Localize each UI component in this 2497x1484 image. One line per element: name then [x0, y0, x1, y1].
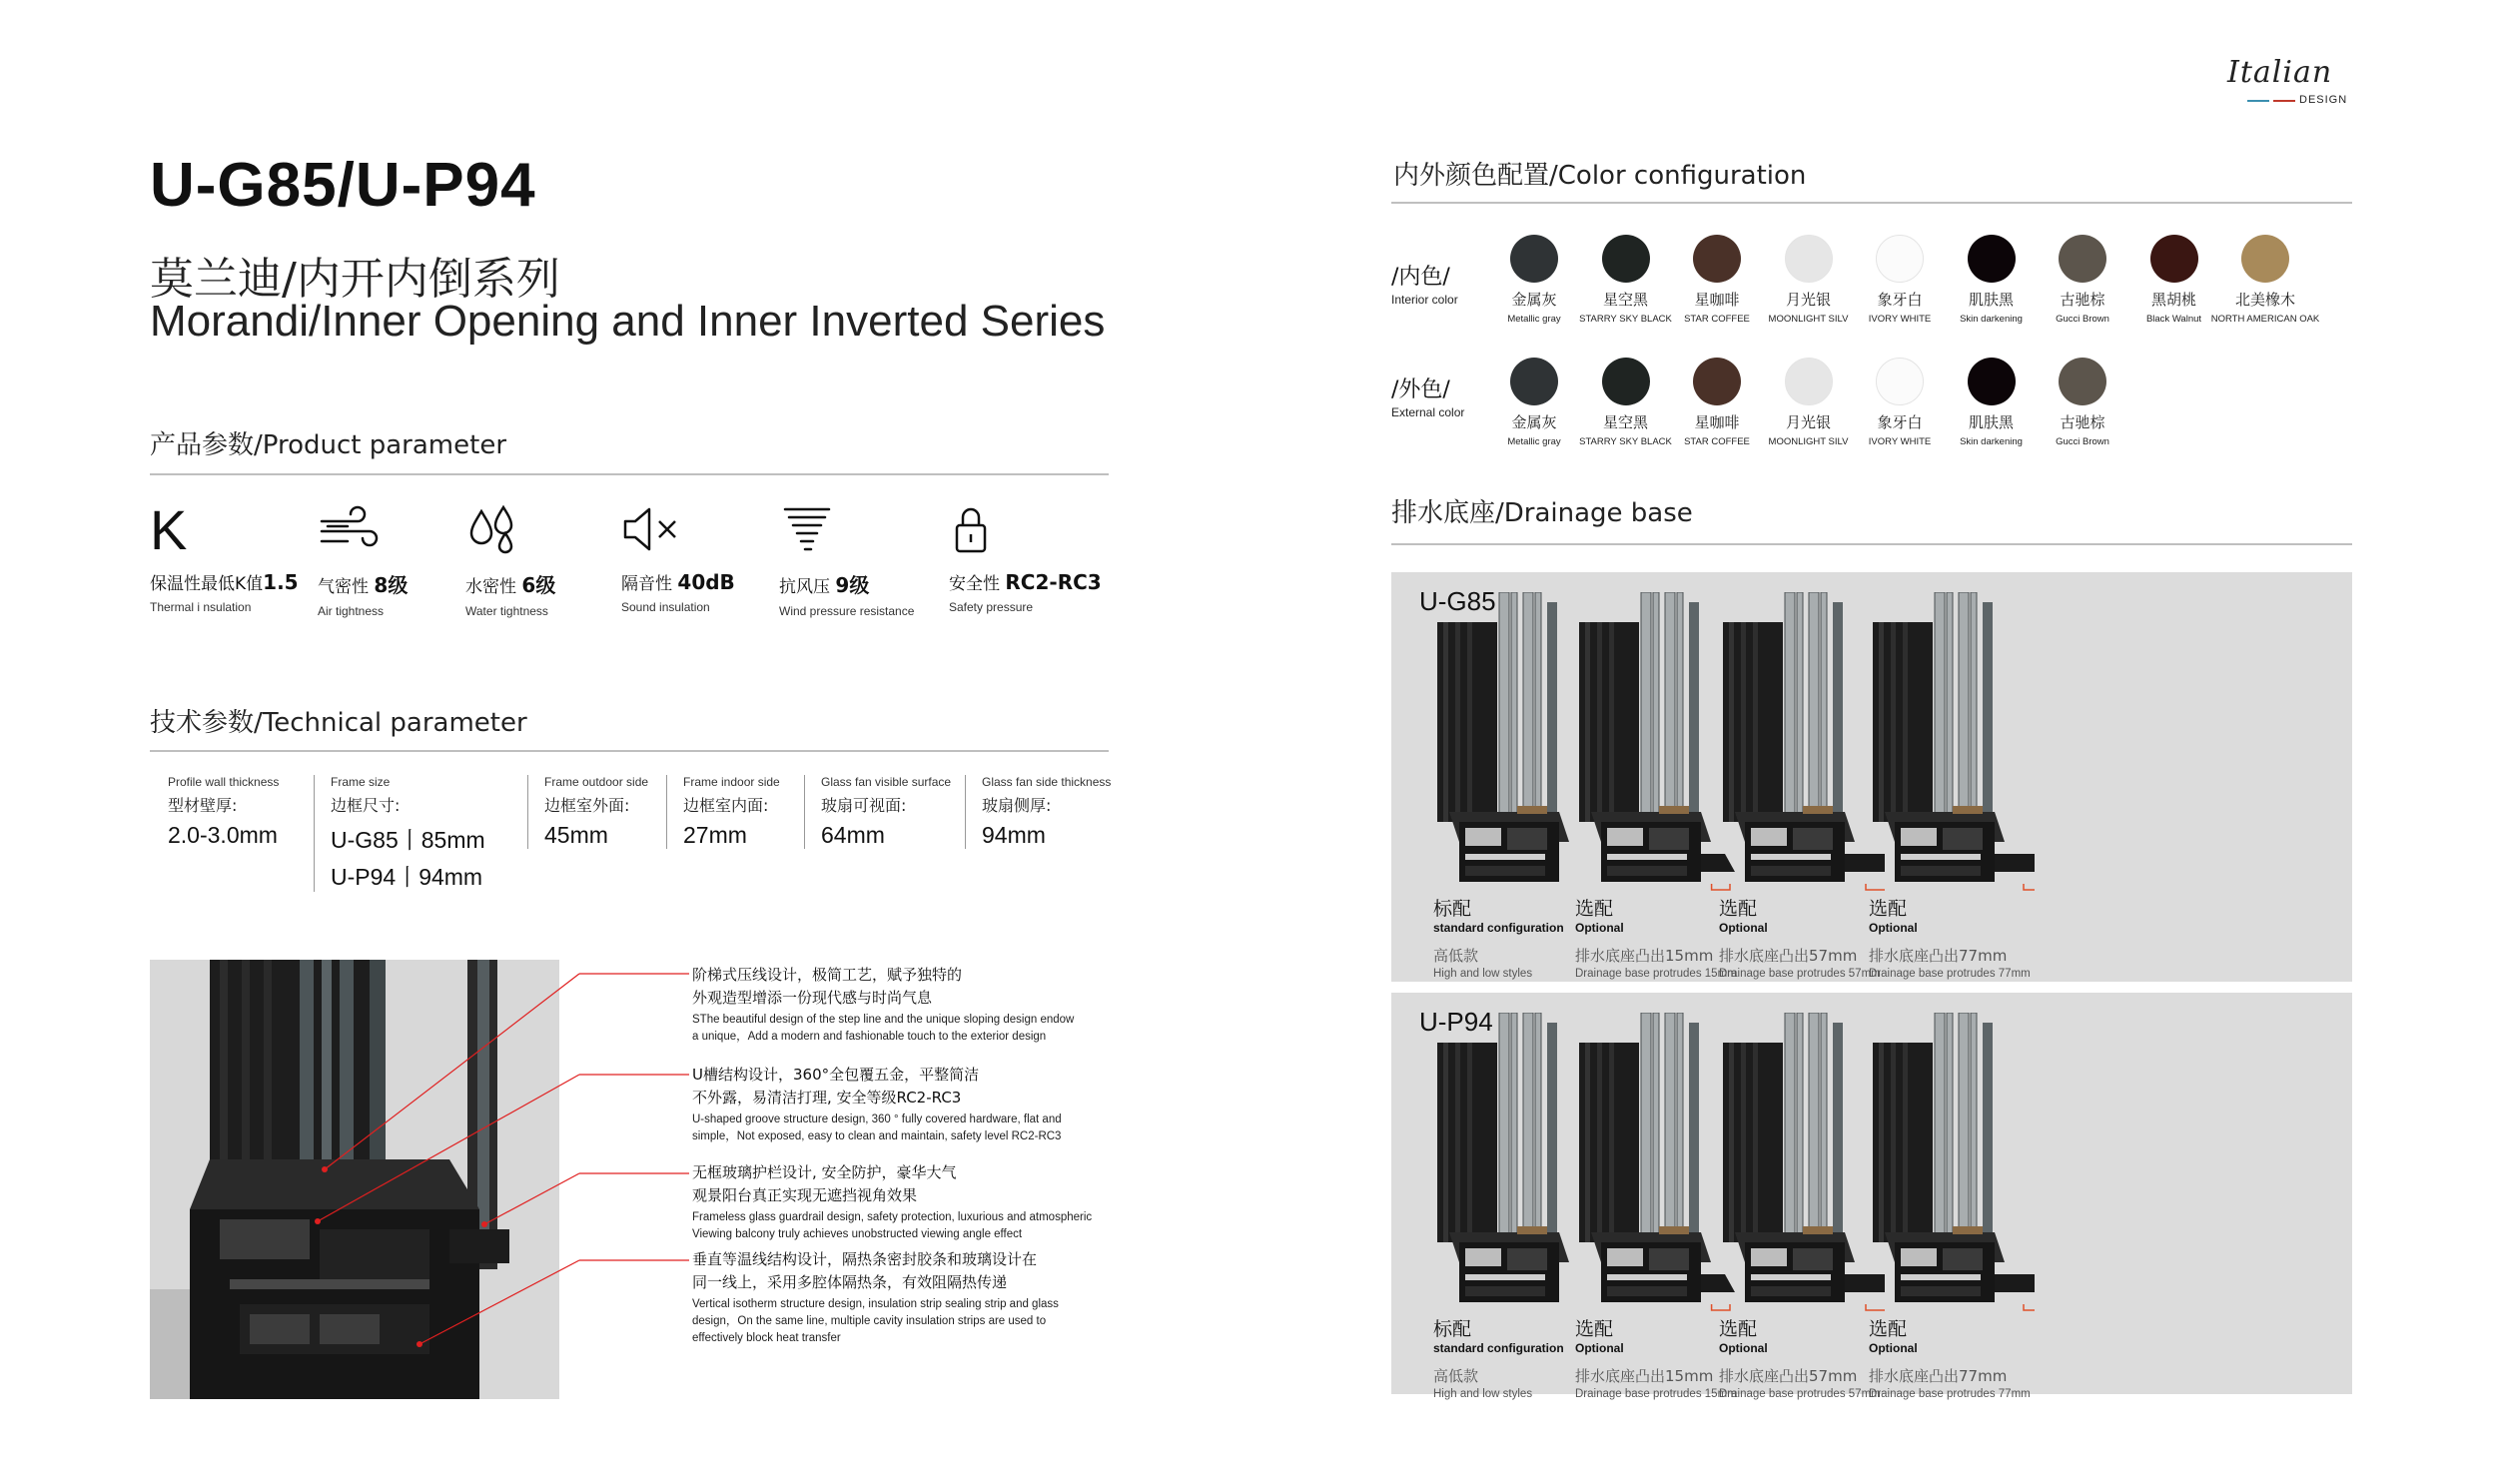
drainage-option-desc-en: Drainage base protrudes 77mm	[1869, 968, 2031, 980]
color-swatch-name-en: IVORY WHITE	[1868, 436, 1932, 447]
tech-param-value: 64mm	[821, 822, 885, 848]
tech-param-label-cn: 边框室内面:	[683, 796, 769, 815]
color-swatch-name-en: NORTH AMERICAN OAK	[2210, 314, 2320, 325]
color-swatch-name-en: STARRY SKY BLACK	[1579, 436, 1672, 447]
drainage-option-type: 选配	[1575, 898, 1614, 920]
param-label: 隔音性	[621, 574, 672, 594]
lock-icon	[949, 499, 1009, 559]
drainage-option-desc: 高低款	[1433, 1367, 1479, 1385]
annotation-text-en: simple，Not exposed, easy to clean and maintain, safety level RC2-RC3	[692, 1130, 1062, 1142]
annotation-glass-guardrail	[692, 1161, 1122, 1243]
annotation-text-cn: 外观造型增添一份现代感与时尚气息	[692, 989, 933, 1007]
annotation-text-en: Vertical isotherm structure design, insulation strip sealing strip and glass	[692, 1298, 1059, 1310]
annotation-text-cn: U槽结构设计，360°全包覆五金，平整简洁	[692, 1066, 980, 1084]
color-swatch-name-cn: 古驰棕	[2060, 291, 2105, 309]
param-value: RC2-RC3	[1005, 570, 1102, 594]
color-configuration-heading: 内外颜色配置/Color configuration	[1393, 161, 1807, 191]
color-swatch-name-en: Gucci Brown	[2056, 436, 2109, 447]
color-swatch-circle	[2241, 235, 2289, 283]
drainage-option-type-en: Optional	[1719, 921, 1768, 935]
logo-design-text: DESIGN	[2299, 94, 2348, 106]
color-swatch-name-en: IVORY WHITE	[1868, 314, 1932, 325]
color-swatch-name-en: Metallic gray	[1507, 436, 1561, 447]
color-swatch-circle	[1785, 358, 1833, 405]
drainage-option-desc-en: High and low styles	[1433, 968, 1533, 980]
color-swatch-name-en: Skin darkening	[1960, 436, 2023, 447]
series-title-cn: 莫兰迪/内开内倒系列	[150, 254, 560, 305]
color-swatch-name-cn: 象牙白	[1877, 291, 1923, 309]
tech-param-value: 2.0-3.0mm	[168, 822, 278, 848]
tech-param-label-en: Frame outdoor side	[544, 775, 649, 789]
color-swatch-circle	[1876, 235, 1924, 283]
param-value: 40dB	[677, 570, 735, 594]
color-swatch-name-cn: 肌肤黑	[1968, 291, 2014, 309]
annotation-text-en: effectively block heat transfer	[692, 1332, 841, 1344]
color-swatch-name-cn: 古驰棕	[2060, 413, 2105, 431]
drainage-option-type-en: standard configuration	[1433, 1341, 1564, 1355]
color-swatch-name-en: Black Walnut	[2145, 314, 2202, 325]
tech-param-label-en: Frame indoor side	[683, 775, 780, 789]
drainage-option-desc-en: Drainage base protrudes 77mm	[1869, 1388, 2031, 1400]
param-value: 8级	[374, 573, 409, 597]
water-drops-icon	[465, 499, 525, 559]
tech-param-label-en: Glass fan side thickness	[982, 775, 1112, 789]
color-swatch-item	[2028, 358, 2137, 447]
drainage-panel-up94	[1391, 993, 2352, 1400]
drainage-profile-illustration	[1865, 1013, 2035, 1312]
drainage-option-type: 选配	[1869, 898, 1908, 920]
color-swatch-circle	[1785, 235, 1833, 283]
color-swatch-name-cn: 黑胡桃	[2150, 291, 2196, 309]
param-label: 水密性	[465, 577, 516, 597]
drainage-option-desc: 高低款	[1433, 947, 1479, 965]
exterior-color-label-en: External color	[1391, 405, 1465, 419]
param-safety	[949, 499, 1109, 614]
tech-param-label-cn: 玻扇可视面:	[821, 796, 907, 815]
color-swatch-name-en: Gucci Brown	[2056, 314, 2109, 325]
color-swatch-circle	[2059, 235, 2106, 283]
section-divider	[150, 750, 1109, 752]
color-swatch-name-cn: 象牙白	[1877, 413, 1923, 431]
logo-accent-blue	[2247, 100, 2269, 102]
panel-model-label: U-G85	[1419, 586, 1496, 616]
mute-speaker-icon	[621, 499, 681, 559]
param-label-en: Sound insulation	[621, 600, 710, 614]
drainage-profile-illustration	[1715, 592, 1885, 892]
section-divider	[1391, 202, 2352, 204]
drainage-option-desc: 排水底座凸出15mm	[1575, 947, 1714, 965]
color-swatch-item	[2210, 235, 2320, 325]
tech-param-wall-thickness	[152, 775, 279, 849]
drainage-option-type: 选配	[1869, 1318, 1908, 1340]
drainage-option-type: 选配	[1575, 1318, 1614, 1340]
drainage-option-desc: 排水底座凸出77mm	[1869, 1367, 2008, 1385]
tech-param-frame-indoor	[666, 775, 780, 849]
drainage-option-type-en: Optional	[1869, 921, 1918, 935]
param-wind-pressure	[779, 499, 939, 618]
logo-accent-red	[2273, 100, 2295, 102]
product-parameter-heading: 产品参数/Product parameter	[150, 430, 507, 460]
tech-param-label-cn: 边框尺寸:	[331, 796, 401, 815]
annotation-text-en: Viewing balcony truly achieves unobstructed viewing angle effect	[692, 1228, 1023, 1240]
drainage-option-desc-en: Drainage base protrudes 57mm	[1719, 968, 1881, 980]
drainage-option-desc-en: High and low styles	[1433, 1388, 1533, 1400]
param-label: 抗风压	[779, 577, 830, 597]
color-swatch-name-cn: 月光银	[1785, 413, 1831, 431]
param-sound	[621, 499, 781, 614]
color-swatch-name-cn: 星空黑	[1602, 291, 1648, 309]
annotation-text-cn: 无框玻璃护栏设计, 安全防护，豪华大气	[692, 1163, 957, 1181]
annotation-text-en: design，On the same line, multiple cavity insulation strips are used to	[692, 1315, 1047, 1327]
tornado-icon	[779, 499, 839, 559]
tech-param-value: 45mm	[544, 822, 608, 848]
annotation-text-en: a unique，Add a modern and fashionable touch to the exterior design	[692, 1031, 1047, 1043]
tech-param-glass-thickness	[965, 775, 1111, 849]
exterior-color-label-cn: /外色/	[1391, 377, 1450, 402]
drainage-option-type-en: Optional	[1869, 1341, 1918, 1355]
drainage-option-desc: 排水底座凸出15mm	[1575, 1367, 1714, 1385]
param-label-en: Wind pressure resistance	[779, 604, 915, 618]
param-label: 保温性最低K值	[150, 574, 264, 594]
param-label-en: Safety pressure	[949, 600, 1034, 614]
color-swatch-circle	[1510, 235, 1558, 283]
annotation-text-cn: 不外露，易清洁打理, 安全等级RC2-RC3	[692, 1089, 962, 1107]
drainage-option-caption	[1869, 1314, 2098, 1400]
param-label: 气密性	[318, 577, 369, 597]
drainage-option-type: 标配	[1433, 1318, 1472, 1340]
color-swatch-name-cn: 星咖啡	[1694, 291, 1740, 309]
interior-color-label-en: Interior color	[1391, 293, 1458, 307]
param-label-en: Thermal i nsulation	[150, 600, 252, 614]
color-swatch-circle	[1602, 358, 1650, 405]
tech-param-value: 94mm	[982, 822, 1046, 848]
drainage-option-type: 选配	[1719, 1318, 1758, 1340]
color-swatch-name-en: Skin darkening	[1960, 314, 2023, 325]
color-swatch-circle	[1693, 235, 1741, 283]
param-air	[318, 499, 477, 618]
color-swatch-circle	[2059, 358, 2106, 405]
panel-model-label: U-P94	[1419, 1007, 1493, 1037]
tech-param-label-en: Frame size	[331, 775, 391, 789]
color-swatch-name-cn: 北美橡木	[2234, 291, 2295, 309]
color-swatch-name-en: STARRY SKY BLACK	[1579, 314, 1672, 325]
color-swatch-name-cn: 星空黑	[1602, 413, 1648, 431]
drainage-option-type: 标配	[1433, 898, 1472, 920]
tech-param-label-cn: 型材壁厚:	[168, 796, 238, 815]
k-icon	[150, 499, 210, 559]
tech-param-value-2: U-P94丨94mm	[331, 864, 483, 890]
drainage-profile-illustration	[1715, 1013, 1885, 1312]
drainage-option-desc: 排水底座凸出77mm	[1869, 947, 2008, 965]
section-divider	[1391, 543, 2352, 545]
annotation-text-cn: 观景阳台真正实现无遮挡视角效果	[692, 1186, 918, 1204]
drainage-option-type: 选配	[1719, 898, 1758, 920]
section-divider	[150, 473, 1109, 475]
drainage-option-desc-en: Drainage base protrudes 15mm	[1575, 1388, 1737, 1400]
drainage-option-desc: 排水底座凸出57mm	[1719, 947, 1858, 965]
color-swatch-circle	[1876, 358, 1924, 405]
color-swatch-name-cn: 金属灰	[1511, 291, 1557, 309]
color-swatch-name-cn: 肌肤黑	[1968, 413, 2014, 431]
annotation-step-line	[692, 964, 1122, 1046]
color-swatch-circle	[1602, 235, 1650, 283]
annotation-text-en: U-shaped groove structure design, 360 ° fully covered hardware, flat and	[692, 1113, 1062, 1125]
annotation-text-en: Frameless glass guardrail design, safety protection, luxurious and atmospheric	[692, 1211, 1093, 1223]
tech-param-label-cn: 玻扇侧厚:	[982, 796, 1052, 815]
drainage-panel-ug85	[1391, 572, 2352, 982]
annotation-text-cn: 同一线上，采用多腔体隔热条，有效阻隔热传递	[692, 1273, 1008, 1291]
drainage-option-type-en: Optional	[1575, 1341, 1624, 1355]
drainage-base-heading: 排水底座/Drainage base	[1391, 498, 1693, 528]
annotation-u-groove	[692, 1064, 1122, 1145]
param-water	[465, 499, 625, 618]
annotation-text-cn: 阶梯式压线设计，极简工艺，赋予独特的	[692, 966, 963, 984]
param-label-en: Air tightness	[318, 604, 385, 618]
page-title: U-G85/U-P94	[150, 151, 536, 220]
param-thermal	[150, 499, 310, 614]
tech-param-frame-outdoor	[527, 775, 648, 849]
drainage-option-caption	[1869, 894, 2098, 980]
param-label-en: Water tightness	[465, 604, 548, 618]
technical-parameter-heading: 技术参数/Technical parameter	[150, 708, 527, 738]
interior-color-label	[1391, 260, 1458, 307]
logo-script: Italian	[2227, 55, 2333, 90]
color-swatch-name-en: MOONLIGHT SILV	[1768, 436, 1849, 447]
svg-text:K: K	[150, 499, 188, 559]
color-swatch-name-en: STAR COFFEE	[1684, 436, 1750, 447]
series-title-en: Morandi/Inner Opening and Inner Inverted Series	[150, 297, 1106, 346]
tech-param-value: U-G85丨85mm	[331, 827, 485, 853]
color-swatch-name-en: Metallic gray	[1507, 314, 1561, 325]
drainage-option-desc: 排水底座凸出57mm	[1719, 1367, 1858, 1385]
tech-param-glass-visible	[804, 775, 951, 849]
drainage-option-type-en: Optional	[1575, 921, 1624, 935]
param-value: 6级	[521, 573, 556, 597]
brand-logo	[2227, 55, 2377, 115]
drainage-option-type-en: standard configuration	[1433, 921, 1564, 935]
interior-color-label-cn: /内色/	[1391, 265, 1450, 290]
drainage-option-desc-en: Drainage base protrudes 57mm	[1719, 1388, 1881, 1400]
tech-param-label-cn: 边框室外面:	[544, 796, 630, 815]
wind-icon	[318, 499, 378, 559]
color-swatch-circle	[1693, 358, 1741, 405]
param-value: 9级	[835, 573, 870, 597]
tech-param-value: 27mm	[683, 822, 747, 848]
tech-param-frame-size	[314, 775, 485, 892]
color-swatch-name-en: STAR COFFEE	[1684, 314, 1750, 325]
color-swatch-circle	[1510, 358, 1558, 405]
color-swatch-circle	[1968, 358, 2016, 405]
annotation-leader-lines	[150, 960, 694, 1399]
param-label: 安全性	[949, 574, 1000, 594]
color-swatch-name-cn: 金属灰	[1511, 413, 1557, 431]
drainage-option-desc-en: Drainage base protrudes 15mm	[1575, 968, 1737, 980]
annotation-text-cn: 垂直等温线结构设计，隔热条密封胶条和玻璃设计在	[692, 1250, 1038, 1268]
drainage-option-type-en: Optional	[1719, 1341, 1768, 1355]
color-swatch-name-cn: 星咖啡	[1694, 413, 1740, 431]
color-swatch-name-en: MOONLIGHT SILV	[1768, 314, 1849, 325]
exterior-color-label	[1391, 372, 1464, 419]
tech-param-label-en: Glass fan visible surface	[821, 775, 952, 789]
annotation-text-en: SThe beautiful design of the step line and the unique sloping design endow	[692, 1014, 1075, 1026]
annotation-isotherm	[692, 1248, 1122, 1347]
drainage-profile-illustration	[1865, 592, 2035, 892]
param-value: 1.5	[263, 570, 299, 594]
tech-param-label-en: Profile wall thickness	[168, 775, 280, 789]
color-swatch-circle	[2150, 235, 2198, 283]
color-swatch-name-cn: 月光银	[1785, 291, 1831, 309]
color-swatch-circle	[1968, 235, 2016, 283]
